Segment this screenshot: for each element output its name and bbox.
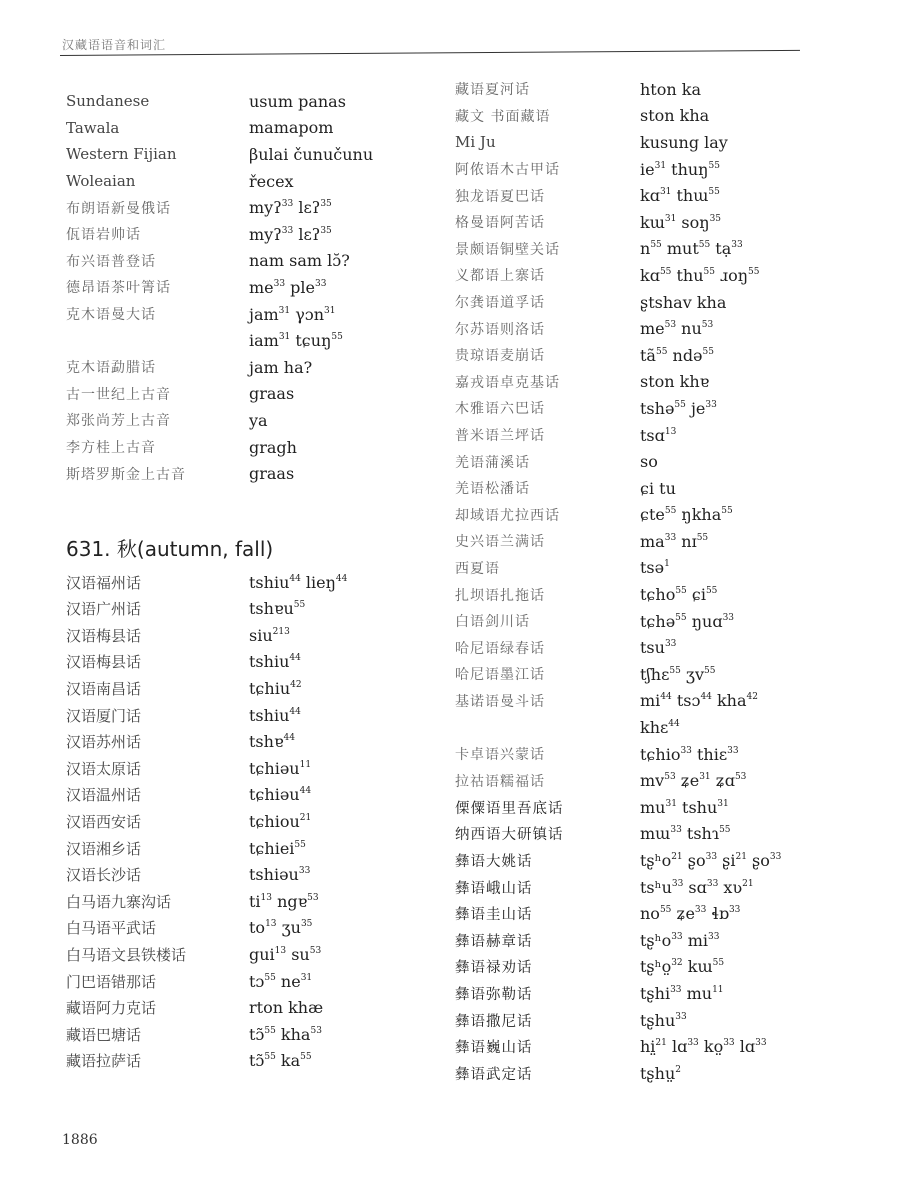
word-form: tɔ̃$^{55}$ kha$^{53}$ xyxy=(249,1024,322,1044)
word-form: tɔ$^{55}$ $ne^{31}$ xyxy=(249,971,313,991)
word-form: tshiu$^{44}$ lieŋ$^{44}$ xyxy=(249,572,348,592)
language-name: 哈尼语墨江话 xyxy=(455,667,545,684)
word-form: tɕhə$^{55}$ ŋuɑ$^{33}$ xyxy=(640,611,735,631)
section-number: 631. xyxy=(66,536,111,561)
language-name: 西夏语 xyxy=(455,560,500,577)
word-form: ya xyxy=(249,410,268,430)
word-form: kɯ$^{31}$ soŋ$^{35}$ xyxy=(640,212,722,232)
word-form: hi̤$^{21}$ lɑ$^{33}$ ko̤$^{33}$ lɑ$^{33}$ xyxy=(640,1037,767,1057)
language-name: 汉语湘乡话 xyxy=(66,839,142,858)
word-form: tshiəu$^{33}$ xyxy=(249,865,311,885)
word-form: gragh xyxy=(249,437,297,457)
word-form: tsu$^{33}$ xyxy=(640,638,677,658)
language-name: 景颇语铜壁关话 xyxy=(455,241,560,258)
entry-row xyxy=(66,941,396,968)
entry-row xyxy=(455,103,855,130)
right-entries xyxy=(455,76,855,1087)
word-form: tʂhu$^{33}$ xyxy=(640,1010,687,1030)
word-form: tɕhiu$^{42}$ xyxy=(249,679,302,699)
entry-row xyxy=(455,528,855,555)
entry-row xyxy=(455,661,855,688)
language-name: Tawala xyxy=(66,118,120,137)
entry-row xyxy=(66,354,396,381)
word-form: kɑ$^{55}$ thu$^{55}$ ɹoŋ$^{55}$ xyxy=(640,265,760,285)
word-form: tsɑ$^{13}$ xyxy=(640,425,677,445)
language-name: 彝语圭山话 xyxy=(455,907,533,924)
word-form: jam$^{31}$ γɔn$^{31}$ xyxy=(249,304,336,324)
word-form: myʔ$^{33}$ lɛʔ$^{35}$ xyxy=(249,198,332,218)
word-form: $me^{33}$ ple$^{33}$ xyxy=(249,277,327,297)
language-name: 斯塔罗斯金上古音 xyxy=(66,466,186,483)
language-name: 格曼语阿苦话 xyxy=(455,215,545,232)
entry-row xyxy=(455,315,855,342)
entry-row xyxy=(66,434,396,461)
entry-row xyxy=(66,1021,396,1048)
word-form: kusung lay xyxy=(640,132,728,152)
word-form: tsʰu$^{33}$ sɑ$^{33}$ xʋ$^{21}$ xyxy=(640,877,754,897)
entry-row xyxy=(66,861,396,888)
word-form: ɕi tu xyxy=(640,478,676,498)
language-name: 嘉戎语卓克基话 xyxy=(455,374,560,391)
entry-row xyxy=(455,1033,855,1060)
language-name: Western Fijian xyxy=(66,145,177,164)
word-form: khɛ$^{44}$ xyxy=(640,718,680,738)
entry-row xyxy=(66,622,396,649)
word-form: so xyxy=(640,452,658,472)
language-name: 义都语上寨话 xyxy=(455,268,545,285)
language-name: 汉语苏州话 xyxy=(66,733,142,752)
left-column xyxy=(66,88,396,1074)
language-name: 藏语巴塘话 xyxy=(66,1025,142,1044)
entry-row xyxy=(455,342,855,369)
section-title: 秋(autumn, fall) xyxy=(116,536,274,561)
entry-row xyxy=(455,236,855,263)
entry-row xyxy=(66,649,396,676)
entry-row xyxy=(455,129,855,156)
word-form: tshiu$^{44}$ xyxy=(249,652,301,672)
entry-row xyxy=(455,741,855,768)
word-form: graas xyxy=(249,464,295,484)
word-form: iam$^{31}$ tɕuŋ$^{55}$ xyxy=(249,331,343,351)
entry-row xyxy=(455,502,855,529)
language-name: 纳西语大研镇话 xyxy=(455,827,564,844)
language-name: 彝语巍山话 xyxy=(455,1040,533,1057)
entry-row xyxy=(455,954,855,981)
language-name: 汉语南昌话 xyxy=(66,680,142,699)
word-form: $mv^{53}$ ʑe$^{31}$ ʑɑ$^{53}$ xyxy=(640,771,747,791)
word-form: $ti^{13}$ ngɐ$^{53}$ xyxy=(249,891,319,911)
language-name: 汉语温州话 xyxy=(66,786,142,805)
word-form: $ma^{33}$ nɪ$^{55}$ xyxy=(640,531,709,551)
word-form: tshɐu$^{55}$ xyxy=(249,599,306,619)
word-form: $to^{13}$ ʒu$^{35}$ xyxy=(249,918,313,938)
language-name: 彝语峨山话 xyxy=(455,880,533,897)
entry-row xyxy=(66,808,396,835)
language-name: 尔龚语道孚话 xyxy=(455,295,545,312)
entry-row xyxy=(66,460,396,487)
language-name: 门巴语错那话 xyxy=(66,972,157,991)
entry-row xyxy=(455,608,855,635)
entry-row xyxy=(66,994,396,1021)
entry-row xyxy=(66,274,396,301)
word-form: hton ka xyxy=(640,79,701,99)
language-name: 独龙语夏巴话 xyxy=(455,188,545,205)
right-column xyxy=(455,76,855,1087)
word-form: usum panas xyxy=(249,91,346,111)
entry-row xyxy=(66,596,396,623)
entry-row xyxy=(455,422,855,449)
word-form: myʔ$^{33}$ lɛʔ$^{35}$ xyxy=(249,224,332,244)
entry-row xyxy=(455,448,855,475)
word-form: $mi^{44}$ tsɔ$^{44}$ kha$^{42}$ xyxy=(640,691,758,711)
language-name: 布朗语新曼俄话 xyxy=(66,200,171,217)
word-form: $no^{55}$ ʑe$^{33}$ ɬɒ$^{33}$ xyxy=(640,904,741,924)
language-name: 汉语梅县话 xyxy=(66,626,142,645)
header-rule xyxy=(60,50,800,56)
language-name: 卡卓语兴蒙话 xyxy=(455,747,545,764)
entry-row xyxy=(455,874,855,901)
entry-row xyxy=(455,980,855,1007)
entry-row xyxy=(66,888,396,915)
word-form: siu$^{213}$ xyxy=(249,625,290,645)
language-name: 藏语夏河话 xyxy=(455,82,530,99)
language-name: Woleaian xyxy=(66,172,136,191)
language-name: 汉语广州话 xyxy=(66,600,142,619)
entry-row xyxy=(455,927,855,954)
language-name: 扎坝语扎拖话 xyxy=(455,587,545,604)
entry-row xyxy=(455,209,855,236)
word-form: $me^{53}$ $nu^{53}$ xyxy=(640,319,714,339)
word-form: tʂʰo̤$^{32}$ kɯ$^{55}$ xyxy=(640,957,725,977)
word-form: $mu^{31}$ tshu$^{31}$ xyxy=(640,797,729,817)
language-name: 哈尼语绿春话 xyxy=(455,640,545,657)
word-form: $tã^{55}$ ndə$^{55}$ xyxy=(640,345,714,365)
word-form: tɕhio$^{33}$ thiɛ$^{33}$ xyxy=(640,744,739,764)
word-form: mamapom xyxy=(249,118,334,138)
language-name: 汉语厦门话 xyxy=(66,706,142,725)
entry-row xyxy=(455,900,855,927)
left-top-entries xyxy=(66,88,396,487)
word-form: βulai čunučunu xyxy=(249,144,374,164)
entry-row xyxy=(455,634,855,661)
word-form: $ie^{31}$ thuŋ$^{55}$ xyxy=(640,159,720,179)
word-form: $n^{55}$ mut$^{55}$ tạ$^{33}$ xyxy=(640,239,743,259)
entry-row xyxy=(455,1060,855,1087)
language-name: 彝语武定话 xyxy=(455,1066,533,1083)
entry-row xyxy=(66,301,396,328)
language-name: 基诺语曼斗话 xyxy=(455,693,545,710)
entry-row xyxy=(455,847,855,874)
language-name: 白语剑川话 xyxy=(455,614,530,631)
language-name: 白马语文县铁楼话 xyxy=(66,946,187,965)
entry-row xyxy=(66,194,396,221)
entry-row xyxy=(66,407,396,434)
language-name: 佤语岩帅话 xyxy=(66,227,141,244)
language-name: 彝语撒尼话 xyxy=(455,1013,533,1030)
word-form: nam sam lɔ̆? xyxy=(249,251,350,271)
entry-row xyxy=(66,835,396,862)
entry-row xyxy=(455,182,855,209)
entry-row xyxy=(66,915,396,942)
language-name: 彝语赫章话 xyxy=(455,933,533,950)
entry-row xyxy=(66,248,396,275)
entry-row xyxy=(66,755,396,782)
entry-row xyxy=(455,821,855,848)
word-form: gui$^{13}$ $su^{53}$ xyxy=(249,945,322,965)
word-form: tsə$^1$ xyxy=(640,558,670,578)
language-name: 藏文 书面藏语 xyxy=(455,108,551,125)
language-name: 克木语勐腊话 xyxy=(66,360,156,377)
language-name: 郑张尚芳上古音 xyxy=(66,413,171,430)
word-form: tʂʰo$^{21}$ ʂo$^{33}$ ʂi$^{21}$ ʂo$^{33}$ xyxy=(640,851,782,871)
language-name: 羌语松潘话 xyxy=(455,481,530,498)
entry-row xyxy=(455,76,855,103)
entry-row xyxy=(66,381,396,408)
entry-row xyxy=(455,289,855,316)
entry-row xyxy=(455,714,855,741)
language-name: 汉语长沙话 xyxy=(66,866,142,885)
entry-row xyxy=(455,395,855,422)
language-name: 史兴语兰满话 xyxy=(455,534,545,551)
language-name: 白马语平武话 xyxy=(66,919,157,938)
word-form: tɕhiəu$^{11}$ xyxy=(249,758,312,778)
word-form: tʃhɛ$^{55}$ ʒv$^{55}$ xyxy=(640,664,716,684)
word-form: tɕhiou$^{21}$ xyxy=(249,812,312,832)
word-form: rton khæ xyxy=(249,998,324,1018)
language-name: 德昂语茶叶箐话 xyxy=(66,280,171,297)
language-name: 拉祜语糯福话 xyxy=(455,773,545,790)
language-name: 李方桂上古音 xyxy=(66,440,156,457)
entry-row xyxy=(66,569,396,596)
entry-row xyxy=(455,794,855,821)
language-name: 汉语西安话 xyxy=(66,813,142,832)
entry-row xyxy=(66,702,396,729)
language-name: 普米语兰坪话 xyxy=(455,428,545,445)
language-name: Sundanese xyxy=(66,92,150,111)
word-form: řecex xyxy=(249,171,294,191)
entry-row xyxy=(455,475,855,502)
section-heading xyxy=(66,533,396,563)
word-form: tɕho$^{55}$ ɕi$^{55}$ xyxy=(640,585,718,605)
entry-row xyxy=(66,675,396,702)
language-name: 却域语尤拉西话 xyxy=(455,507,560,524)
language-name: Mi Ju xyxy=(455,133,496,152)
word-form: graas xyxy=(249,384,295,404)
word-form: ʂtshav kha xyxy=(640,292,727,312)
word-form: jam ha? xyxy=(249,357,313,377)
entry-row xyxy=(455,688,855,715)
language-name: 阿侬语木古甲话 xyxy=(455,162,560,179)
language-name: 古一世纪上古音 xyxy=(66,386,171,403)
entry-row xyxy=(455,369,855,396)
language-name: 汉语福州话 xyxy=(66,573,142,592)
entry-row xyxy=(66,968,396,995)
word-form: kɑ$^{31}$ thɯ$^{55}$ xyxy=(640,186,720,206)
entry-row xyxy=(66,327,396,354)
word-form: tʂʰo$^{33}$ $mi^{33}$ xyxy=(640,930,720,950)
word-form: ɕte$^{55}$ ŋkha$^{55}$ xyxy=(640,505,733,525)
word-form: mɯ$^{33}$ tshɿ$^{55}$ xyxy=(640,824,731,844)
word-form: tɔ̃$^{55}$ $ka^{55}$ xyxy=(249,1051,312,1071)
language-name: 尔苏语则洛话 xyxy=(455,321,545,338)
language-name: 羌语蒲溪话 xyxy=(455,454,530,471)
word-form: tɕhiəu$^{44}$ xyxy=(249,785,312,805)
entry-row xyxy=(455,555,855,582)
entry-row xyxy=(66,221,396,248)
entry-row xyxy=(66,728,396,755)
word-form: tshiu$^{44}$ xyxy=(249,705,301,725)
language-name: 藏语拉萨话 xyxy=(66,1052,142,1071)
entry-row xyxy=(455,262,855,289)
word-form: tʂhṳ$^2$ xyxy=(640,1063,681,1083)
word-form: ston kha xyxy=(640,106,710,126)
language-name: 彝语大姚话 xyxy=(455,854,533,871)
language-name: 汉语梅县话 xyxy=(66,653,142,672)
page-number: 1886 xyxy=(62,1132,98,1148)
language-name: 布兴语普登话 xyxy=(66,253,156,270)
entry-row xyxy=(66,782,396,809)
word-form: tshə$^{55}$ $je^{33}$ xyxy=(640,398,717,418)
entry-row xyxy=(455,156,855,183)
language-name: 藏语阿力克话 xyxy=(66,999,157,1018)
language-name: 汉语太原话 xyxy=(66,759,142,778)
language-name: 彝语禄劝话 xyxy=(455,960,533,977)
entry-row xyxy=(455,1007,855,1034)
word-form: ston khɐ xyxy=(640,372,710,392)
entry-row xyxy=(66,141,396,168)
word-form: tɕhiei$^{55}$ xyxy=(249,838,306,858)
language-name: 彝语弥勒话 xyxy=(455,986,533,1003)
language-name: 贵琼语麦崩话 xyxy=(455,348,545,365)
word-form: tʂhi$^{33}$ $mu^{11}$ xyxy=(640,983,724,1003)
word-form: tshɐ$^{44}$ xyxy=(249,732,295,752)
language-name: 傈僳语里吾底话 xyxy=(455,800,564,817)
entry-row xyxy=(66,168,396,195)
entry-row xyxy=(455,767,855,794)
entry-row xyxy=(66,115,396,142)
running-head: 汉藏语语音和词汇 xyxy=(62,38,167,52)
language-name: 克木语曼大话 xyxy=(66,307,156,324)
entry-row xyxy=(66,1048,396,1075)
language-name: 木雅语六巴话 xyxy=(455,401,545,418)
language-name: 白马语九寨沟话 xyxy=(66,892,172,911)
entry-row xyxy=(455,581,855,608)
left-bottom-entries xyxy=(66,569,396,1074)
entry-row xyxy=(66,88,396,115)
